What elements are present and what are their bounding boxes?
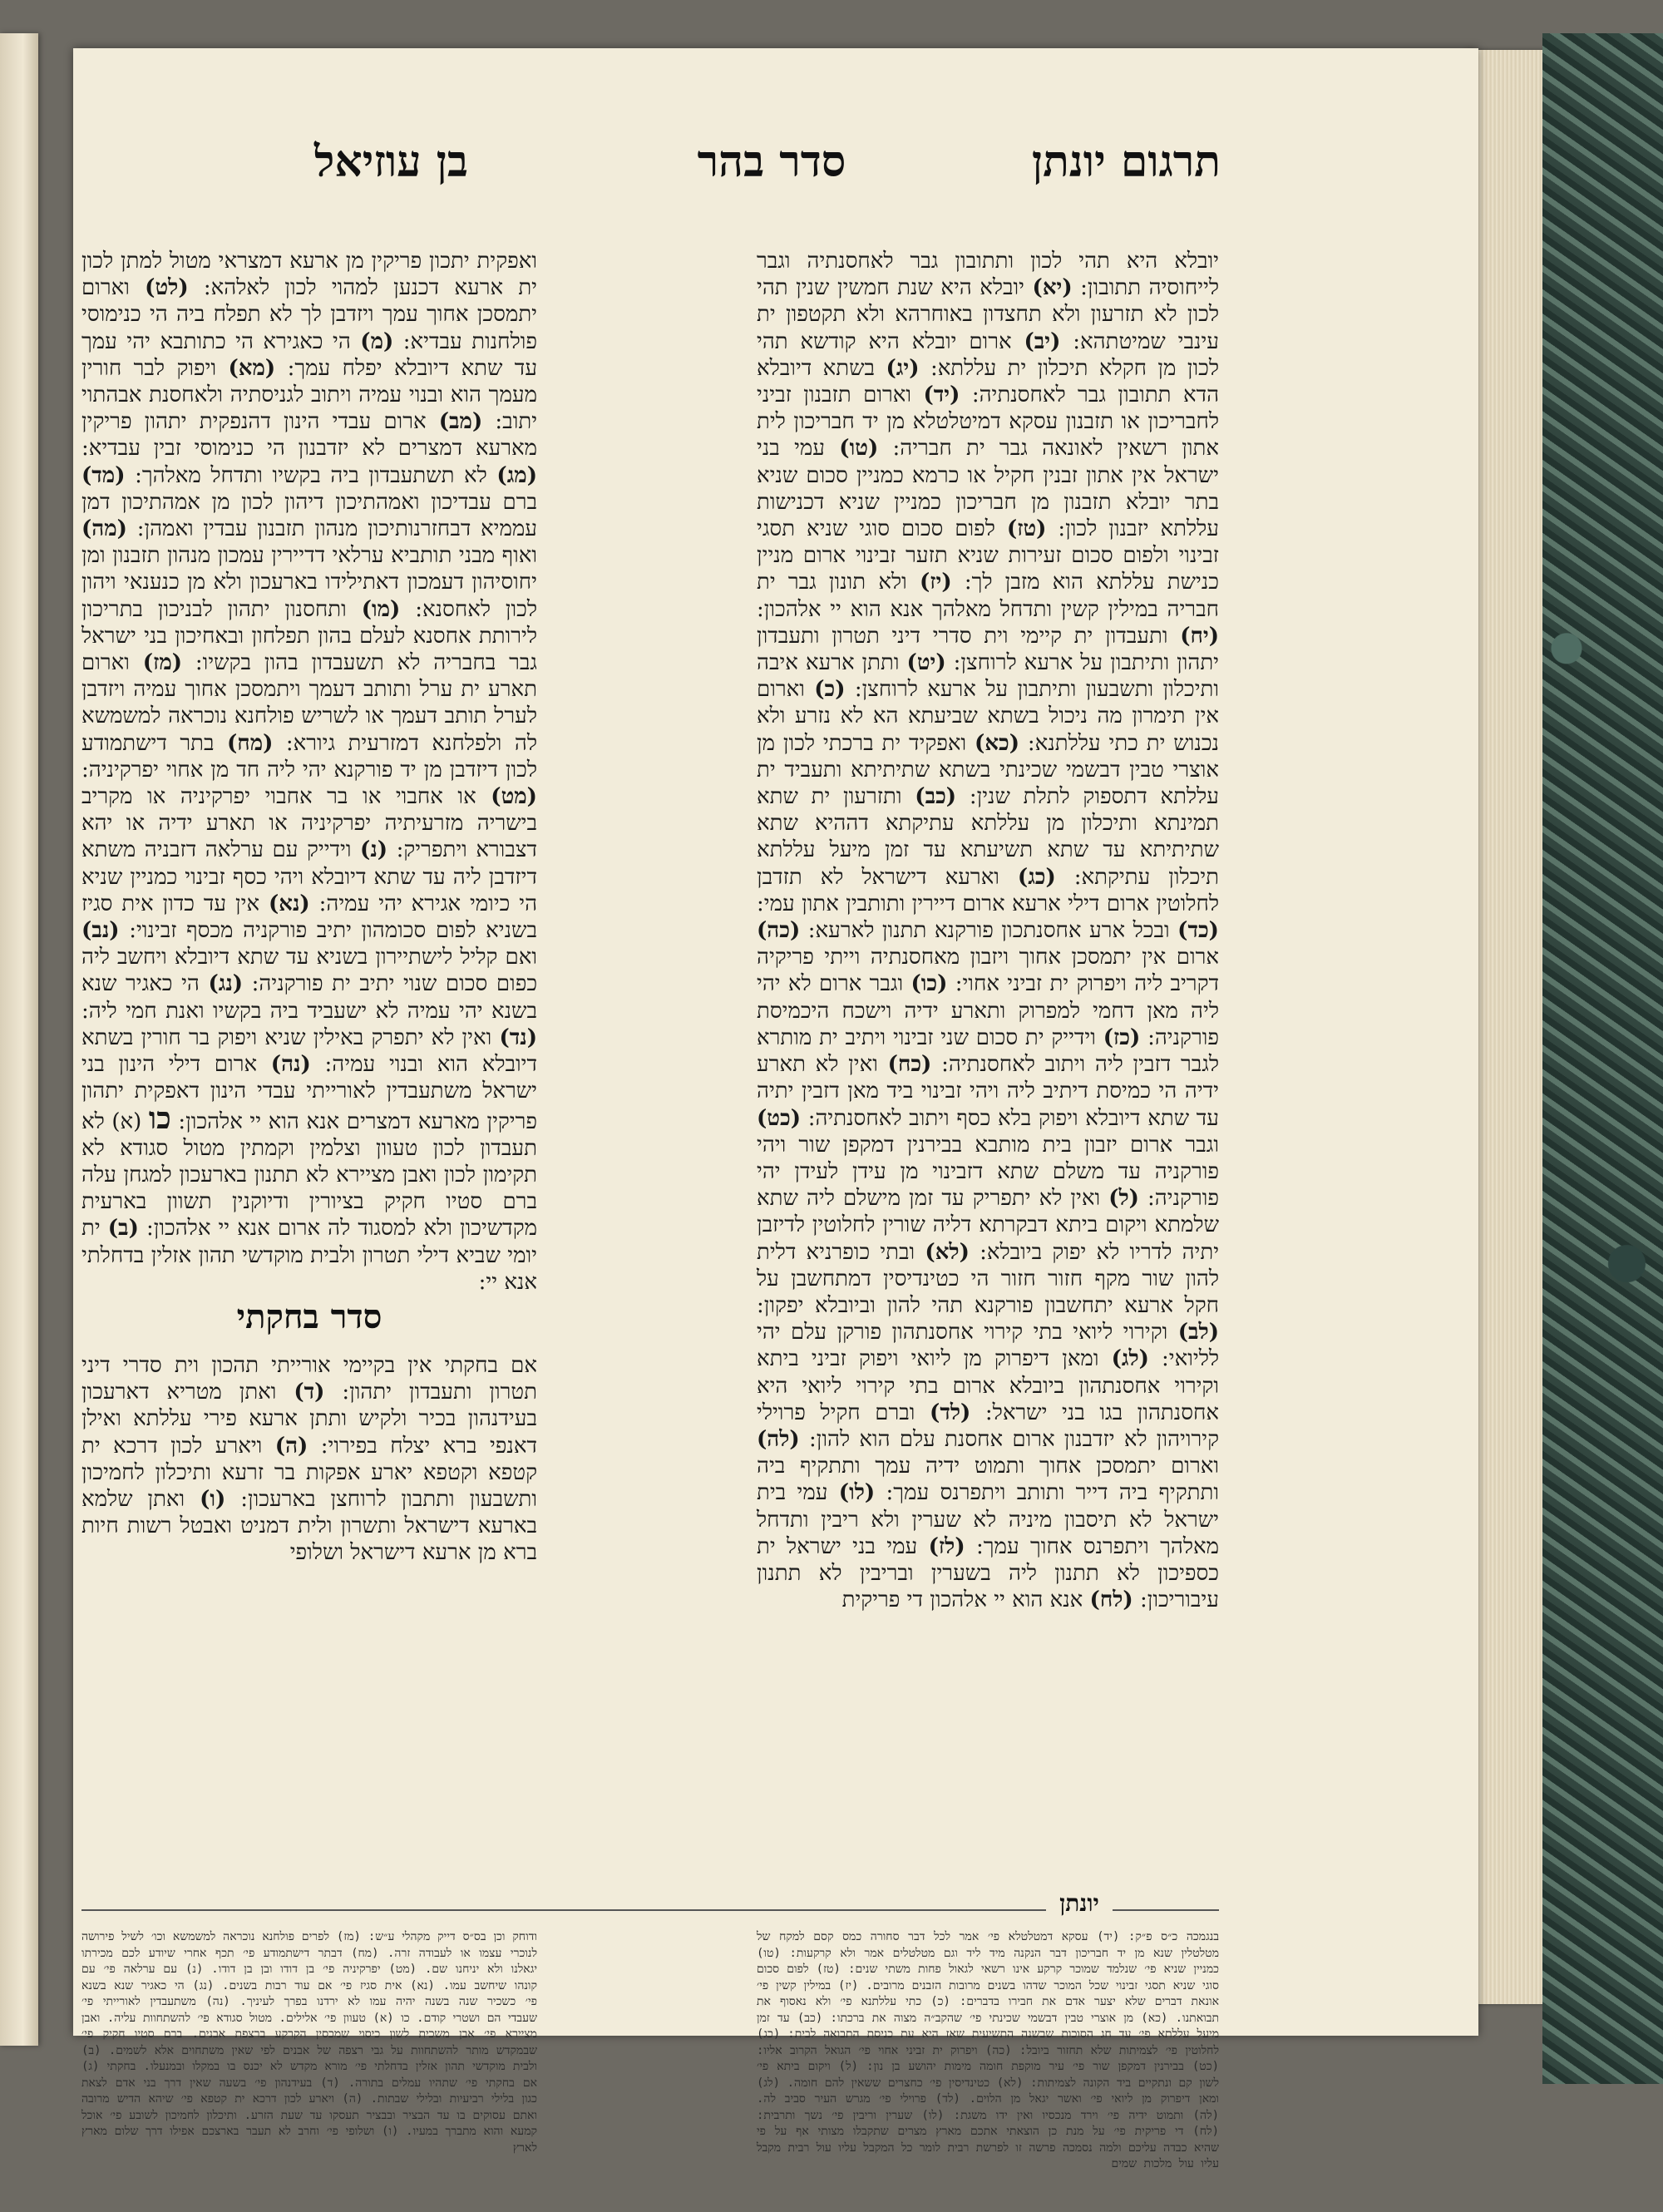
- verse-number: (מא): [228, 355, 276, 381]
- left-page-edge: [0, 33, 38, 2046]
- verse-number: (לא): [925, 1239, 970, 1265]
- verse-number: (כו): [910, 971, 948, 997]
- text-column-left: [81, 248, 538, 1295]
- verse-number: (נא): [268, 891, 310, 916]
- commentary-label: יונתן: [1046, 1889, 1113, 1918]
- verse-number: (יט): [906, 650, 946, 676]
- verse-text: ואפקית יתכון פריקין מן ארעא דמצראי מטול למתן לכון ית ארעא דכנען למהוי לכון לאלהא:: [81, 249, 537, 301]
- verse-text: אין עד כדון אית סגיז בשניא לפום סכומהון יתיב פורקניה מכסף זבינוי:: [81, 891, 537, 944]
- verse-text: הי כאגיר שנא בשנא יהי עמיה לא ישעביד ביה בקשיו ואנת חמי ליה:: [81, 971, 537, 1024]
- verse-text: ותתן ארעא איבה ותיכלון ותשבעון ותיתבון על ארעא לרוחצן:: [757, 650, 1220, 703]
- verse-number: (מה): [81, 516, 127, 542]
- verse-text: יובלא היא שנת חמשין שנין תהי לכון לא תזרעון ולא תחצדון באוחרהא ולא תקטפון ית עינבי שמיטתהא:: [757, 275, 1219, 354]
- verse-text: ומאן דיפרוק מן ליואי ויפוק זביני ביתא וקירוי אחסנתהון ביובלא ארום בתי קירוי ליואי היא אחסנתהון בגו בני ישראל:: [757, 1346, 1220, 1425]
- verse-number: (כ): [814, 677, 846, 703]
- verse-text: ולא תונון גבר ית חבריה במילין קשין ותדחל מאלהך אנא הוא יי אלהכון:: [757, 570, 1219, 622]
- verse-text: או אחבוי או בר אחבוי יפרקיניה או מקריב בישריה מזרעיתיה יפרקיניה או תארע ידיה או יהא דצבורא ויתפריק:: [81, 784, 537, 863]
- verse-text: ובתי כופרניא דלית להון שור מקף חזור חזור הי כטינדיסין דמתחשבן על חקל ארעא יתחשבון פורקנא תהי להון וביובלא יפקון:: [757, 1239, 1219, 1318]
- verse-text: ארום יובלא היא קודשא תהי לכון מן חקלא תיכלון ית עללתא:: [757, 328, 1220, 381]
- text-column-bechukotai: [81, 1352, 537, 1893]
- verse-text: עמי בני ישראל אין אתון זבנין חקיל או כרמא כמניין סכום שניא בתר יובלא תזבנון מן חבריכון כמניין שניא דכנישות עללתא יזבנון לכון:: [757, 436, 1219, 542]
- verse-text: וקירוי ליואי בתי קירוי אחסנתהון פורקן עלם יהי לליואי:: [757, 1320, 1220, 1372]
- verse-text: ארום אין יתמסכן אחוך ויזבון מאחסנתיה וייתי פריקיה דקריב ליה ויפרוק ית זביני אחוי:: [757, 945, 1220, 997]
- verse-number: (לח): [1089, 1587, 1133, 1613]
- verse-number: (ד): [294, 1380, 325, 1405]
- verse-text: ואין לא יתפריק עד זמן מישלם ליה שתא שלמתא ויקום ביתא דבקרתא דליה שורין לחלוטין לדיזבן יתיה לדריו לא יפוק ביובלא:: [757, 1186, 1220, 1265]
- verse-text: בתר דישתמודע לכון דיזדבן מן יד פורקנא יהי ליה חד מן אחוי יפרקיניה:: [81, 730, 537, 783]
- verse-text: וידייק ית סכום שני זבינוי ויתיב ית מותרא לגבר דזבין ליה ויתוב לאחסנתיה:: [757, 1025, 1220, 1078]
- verse-text: (א) לא תעבדון לכון טעוון וצלמין וקמתין מטול סגודא לא תקימון לכון ואבן מציירא לא תתנון בארעכון למגחן עלה ברם סטיו חקיק בציורין ודיוקנין תשוון בארעית מקדשיכון ולא למסגוד לה ארום אנא יי אלהכון:: [81, 1108, 538, 1242]
- verse-number: (יא): [1032, 275, 1073, 301]
- verse-text: וגבר ארום יזבון בית מותבא בבירנין דמקפן שור ויהי פורקניה עד משלם שתא דזבינוי מן עידן לעידן יהי פורקניה:: [757, 1132, 1219, 1212]
- verse-number: (נד): [499, 1025, 538, 1050]
- verse-number: (לב): [1177, 1320, 1219, 1345]
- verse-number: (ה): [274, 1433, 308, 1459]
- verse-number: (מג): [496, 462, 538, 488]
- header-parsha: סדר בהר: [697, 136, 846, 187]
- verse-number: (מב): [438, 409, 483, 435]
- verse-text: ותחסנון יתהון לבניכון בתריכון לירותת אחסנא לעלם בהון תפלחון ובאחיכון בני ישראל גבר בחבריה לא תשעבדון בהון בקשיו:: [81, 596, 538, 676]
- verse-number: (מח): [227, 730, 274, 756]
- verse-number: (כד): [1177, 918, 1219, 944]
- verse-number: (כג): [1017, 864, 1056, 890]
- verse-text: ואוף מבני תותביא ערלאי דדיירין עמכון מנהון תזבנון ומן יחוסיהון דעמכון דאתילידו בארעכון ולא מן כנענאי ויהון לכון לאחסנא:: [81, 543, 537, 622]
- verse-text: ויפוק לבר חורין מעמך הוא ובנוי עמיה ויתוב לגניסתיה ולאחסנת אבהתוי יתוב:: [81, 355, 538, 435]
- verse-number: (ל): [1108, 1186, 1139, 1212]
- verse-number: (נה): [270, 1052, 311, 1078]
- verse-text: ברם עבדיכון ואמהתיכון דיהון לכון מן אמהתיכון דמן עממיא דבחזרנותיכון מנהון תזבנון עבדין ואמהן:: [81, 489, 538, 542]
- verse-text: עמי בני ישראל ית כספיכון לא תתנון ליה בשערין ובריבין לא תתנון עיבוריכון:: [757, 1533, 1219, 1613]
- verse-text: ואפקיד ית ברכתי לכון מן אוצרי טבין דבשמי שכינתי בשתא שתיתיתא ותעביד ית עללתא דתספוק לתלת שנין:: [757, 730, 1219, 810]
- verse-text: עמי בית ישראל לא תיסבון מיניה לא שערין ולא ריבין ותדחל מאלהך ויתפרנס אחוך עמך:: [757, 1480, 1220, 1559]
- verse-number: (כב): [915, 784, 957, 810]
- commentary-right: בנגמכה כ״ס פ״ק: (יד) עסקא דמטלטלא פי׳ אמר לכל דבר סחורה כמס קסם למקח של מטלטלין שנא מן יד חבריכון דבר הנקנה מיד ליד וגם מטלטלים אמר ולא קרקעות: (טו) כמניין שניא פי׳ שנלמד שמוכר קרקע אינו רשאי לגאול פחות משתי שנים: (טז) לפום סכום סוגי שניא תסגי זבינוי שכל המוכר שדהו בשנים מרובות הזבנים מרובים. (יז) במילין קשין פי׳ אונאת דברים שלא יצער אדם את חבירו בדברים: (כ) כתי עללתנא פי׳ ולא נאסוף את תבואתנו. (כא) מן אוצרי טבין דבשמי שכינתי פי׳ שהקב״ה מצוה את ברכתו: (כב) עד זמן מיעל עללתא פי׳ עד חג הסוכות שבשנה התשיעית שאז היא עת כניסת התבואה לבית: (כג) לחלוטין פי׳ לצמיתות שלא תחזור ביובל: (כה) ויפרוק ית זביני אחוי פי׳ הגואל הקרוב אליו: (כט) בבירנין דמקפן שור פי׳ עיר מוקפת חומה מימות יהושע בן נון: (ל) ויקום ביתא פי׳ לשון קם ונתקיים ביד הקונה לצמיתות: (לא) כטינדיסין פי׳ כחצרים ששאין להם חומה. (לג) ומאן דיפרוק מן ליואי פי׳ ואשר יגאל מן הלוים. (לד) פרוילי פי׳ מגרש העיר סביב לה. (לה) ותמוט ידיה פי׳ וירד מנכסיו ואין ידו משגת: (לו) שערין וריבין פי׳ נשך ותרבית: (לח) די פריקית פי׳ על מנת כן הוצאתי אתכם מארץ מצרים שתקבלו מצותי אף על פי שהיא כבדה עליכם ולמה נסמכה פרשה זו לפרשת רבית לומר כל המקבל עליו עול רבית מקבל עליו עול מלכות שמים: [756, 1930, 1219, 2170]
- verse-text: וארום יתמסכן אחוך ותמוט ידיה עמך ותתקיף ביה ותתקיף ביה דייר ותותב ויתפרנס עמך:: [757, 1454, 1220, 1506]
- verse-number: (מד): [81, 462, 126, 488]
- verse-number: (יד): [923, 383, 960, 408]
- verse-text: ארום דילי הינון בני ישראל משתעבדין לאורייתי עבדי הינון דאפקית יתהון פריקין מארעא דמצרים אנא הוא יי אלהכון:: [81, 1052, 538, 1134]
- verse-number: (כט): [757, 1105, 802, 1131]
- verse-number: (יב): [1024, 328, 1061, 354]
- verse-number: (כה): [757, 918, 801, 944]
- verse-number: (נב): [81, 918, 120, 944]
- verse-text: ית יומי שביא דילי תטרון ולבית מוקדשי תהון אזלין בדחלתי אנא יי:: [81, 1216, 537, 1295]
- verse-text: ואין לא יתפרק באילין שניא ויפוק בר חורין בשתא דיובלא הוא ובנוי עמיה:: [81, 1025, 537, 1078]
- verse-number: (יג): [886, 355, 920, 381]
- verse-number: (טז): [1006, 516, 1047, 542]
- verse-text: לא תשתעבדון ביה בקשיו ותדחל מאלהך:: [135, 462, 487, 488]
- verse-text: ויארע לכון דרכא ית קטפא וקטפא יארע אפקות בר זרעא ותיכלון לחמיכון ותשבעון ותתבון לרוחצן בארעכון:: [81, 1433, 538, 1513]
- verse-number: (יז): [919, 570, 952, 595]
- verse-text: ותעבדון ית קיימי וית סדרי דיני תטרון ותעבדון יתהון ותיתבון על ארעא לרוחצן:: [757, 623, 1219, 676]
- verse-number: (טו): [839, 436, 879, 462]
- header-targum-yonatan: תרגום יונתן: [1031, 136, 1221, 187]
- book-binding: [1542, 33, 1663, 2084]
- verse-number: (מז): [142, 650, 183, 676]
- verse-number: (מ): [360, 328, 394, 354]
- verse-number: (לה): [757, 1426, 800, 1452]
- header-ben-uziel: בן עוזיאל: [314, 136, 468, 187]
- verse-text: אם בחקתי אין בקיימי אורייתי תהכון וית סדרי דיני תטרון ותעבדון יתהון:: [81, 1353, 537, 1405]
- book-page: [73, 48, 1478, 2170]
- verse-number: (כא): [975, 730, 1020, 756]
- verse-number: (כח): [887, 1052, 932, 1078]
- verse-text: ואתן מטריא דארעכון בעידנהון בכיר ולקיש ותתן ארעא פירי עללתא ואילן דאנפי ברא יצלח בפירוי:: [81, 1380, 537, 1459]
- verse-number: (ו): [200, 1487, 226, 1513]
- verse-text: לפום סכום סוגי שניא תסגי זבינוי ולפום סכום זעירות שניא תזער זבינוי ארום מניין כנישת עללתא הוא מזבן לך:: [757, 516, 1220, 595]
- verse-text: ואתן שלמא בארעא דישראל ותשרון ולית דמניט ואבטל רשות חיות ברא מן ארעא דישראל ושלופי: [81, 1487, 537, 1566]
- verse-text: אנא הוא יי אלהכון די פריקית: [841, 1587, 1083, 1613]
- verse-text: וארעא דישראל לא תזדבן לחלוטין ארום דילי ארעא ארום דיירין ותותבין אתון עמי:: [757, 864, 1219, 916]
- commentary-left: ודוחק וכן בס״ס דייק מקהלי ע״ש: (מז) לפרים פולחנא נוכראה למשמשא וכו׳ לשיל פירושה לנוכרי עצמו או לעבודה זרה. (מח) דבתר דישתמודע פי׳ תכף אחרי שיודע לכם מכירתו יגאלנו ולא יניחנו שם. (מט) יפרקיניה פי׳ בן דודו ובן בן דודו. (נ) עם ערלאה פי׳ עם קונהו שיחשב עמו. (נא) אית סגיז פי׳ אם עוד רבות בשנים. (נג) הי כאגיר שנא בשנא פי׳ כשכיר שנה בשנה יהיה עמו לא ירדנו בפרך לעיניך. (נה) משתעבדין לאורייתי פי׳ שעבדי הם ושטרי קודם. כו (א) טעוון פי׳ אלילים. מטול סגודא פי׳ להשתחוות עליה. ואבן מציירא פי׳ אבן משכית לשון כיסוי שמכסין הקרקע ברצפת אבנים. ברם סטיו חקיק פי׳ שבמקדש מותר להשתחוות על גבי רצפה של אבנים לפי שאין משתחוים אלא לשמים. (ב) ולבית מוקדשי תהון אזלין בדחלתי פי׳ מורא מקדש לא יכנס בו במקלו ובמנעלו. בחקתי (ג) אם בחקתי פי׳ שתהיו עמלים בתורה. (ד) בעידנהון פי׳ בשעה שאין דרך בני אדם לצאת כגון בלילי רביעיות ובלילי שבתות. (ה) ויארע לכון דרכא ית קטפא פי׳ שיהא הדיש מרובה ואתם עסוקים בו עד הבציר ובבציר תעסקו עד שעת הזרע. ותיכלון לחמיכון לשובע פי׳ אוכל קמעא והוא מתברך במעיו. (ו) ושלופי פי׳ וחרב לא תעבר בארצכם אפילו דרך שלום מארץ לארץ: [81, 1930, 537, 2155]
- verse-text: וארום אין תימרון מה ניכול בשתא שביעתא הא לא נזרע ולא נכנוש ית כתי עללתנא:: [757, 677, 1219, 756]
- verse-text: ואם קליל לישתיירון בשניא עד שתא דיובלא ויחשב ליה כפום סכום שנוי יתיב ית פורקניה:: [81, 945, 538, 997]
- verse-text: וגבר ארום לא יהי ליה מאן דחמי למפרוק ותארע ידיה וישכח היכמיסת פורקניה:: [757, 971, 1220, 1050]
- verse-number: (נג): [208, 971, 244, 997]
- verse-text: ארום עבדי הינון דהנפקית יתהון פריקין מארעא דמצרים לא יזדבנון הי כנימוסי זבין עבדיא:: [81, 409, 537, 462]
- verse-number: (לו): [838, 1480, 876, 1506]
- verse-number: (ב): [107, 1216, 139, 1242]
- verse-text: ואין לא תארע ידיה הי כמיסת דיתיב ליה ויהי זבינוי ביד מאן דזבין יתיה עד שתא דיובלא ויפוק בלא כסף ויתוב לאחסנתיה:: [757, 1052, 1219, 1131]
- verse-text: וידייק עם ערלאה דזבניה משתא דיזדבן ליה עד שתא דיובלא ויהי כסף זבינוי כמניין שניא הי כיומי אגירא יהי עמיה:: [81, 837, 538, 916]
- verse-text: וארום תארע ית ערל ותותב דעמך ויתמסכן אחוך עמיה ויזדבן לערל תותב דעמך או לשריש פולחנא נוכראה למשמשא לה ולפלחנא דמזרעית גיורא:: [81, 650, 538, 756]
- verse-text: וארום תזבנון זביני לחבריכון או תזבנון עסקא דמיטלטלא מן יד חבריכון לית אתון רשאין לאונאה גבר ית חבריה:: [757, 383, 1220, 462]
- section-title-bechukotai: סדר בחקתי: [236, 1297, 382, 1336]
- verse-number: (לז): [928, 1533, 965, 1559]
- verse-number: (לג): [1111, 1346, 1149, 1372]
- text-column-right: [757, 248, 1219, 1886]
- verse-text: ותזרעון ית שתא תמינתא ותיכלון מן עללתא עתיקתא דההיא שתא שתיתיתא עד שתא תשיעתא עד זמן מיעל עללתא תיכלון עתיקתא:: [757, 784, 1220, 890]
- verse-text: ובכל ארע אחסנתכון פורקנא תתנון לארעא:: [807, 918, 1170, 944]
- verse-text: וארום יתמסכן אחוך עמך ויזדבן לך לא תפלח ביה הי כנימוסי פולחנות עבדיא:: [81, 275, 538, 354]
- verse-text: בשתא דיובלא הדא תתובון גבר לאחסנתיה:: [757, 355, 1220, 408]
- verse-text: וברם חקיל פרוילי קירויהון לא יזדבנון ארום אחסנת עלם הוא להון:: [757, 1400, 1220, 1452]
- verse-number: (כז): [1103, 1025, 1141, 1050]
- verse-number: (לד): [930, 1400, 971, 1425]
- verse-number: (יח): [1180, 623, 1219, 649]
- verse-text: יובלא היא תהי לכון ותתובון גבר לאחסנתיה וגבר לייחוסיה תתובון:: [757, 249, 1219, 301]
- verse-number: כו: [148, 1100, 171, 1136]
- verse-text: הי כאגירא הי כתותבא יהי עמך עד שתא דיובלא יפלח עמך:: [81, 328, 538, 381]
- verse-number: (מט): [491, 784, 537, 810]
- verse-number: (נ): [360, 837, 388, 863]
- verse-number: (מו): [361, 596, 401, 622]
- verse-number: (לט): [145, 275, 189, 301]
